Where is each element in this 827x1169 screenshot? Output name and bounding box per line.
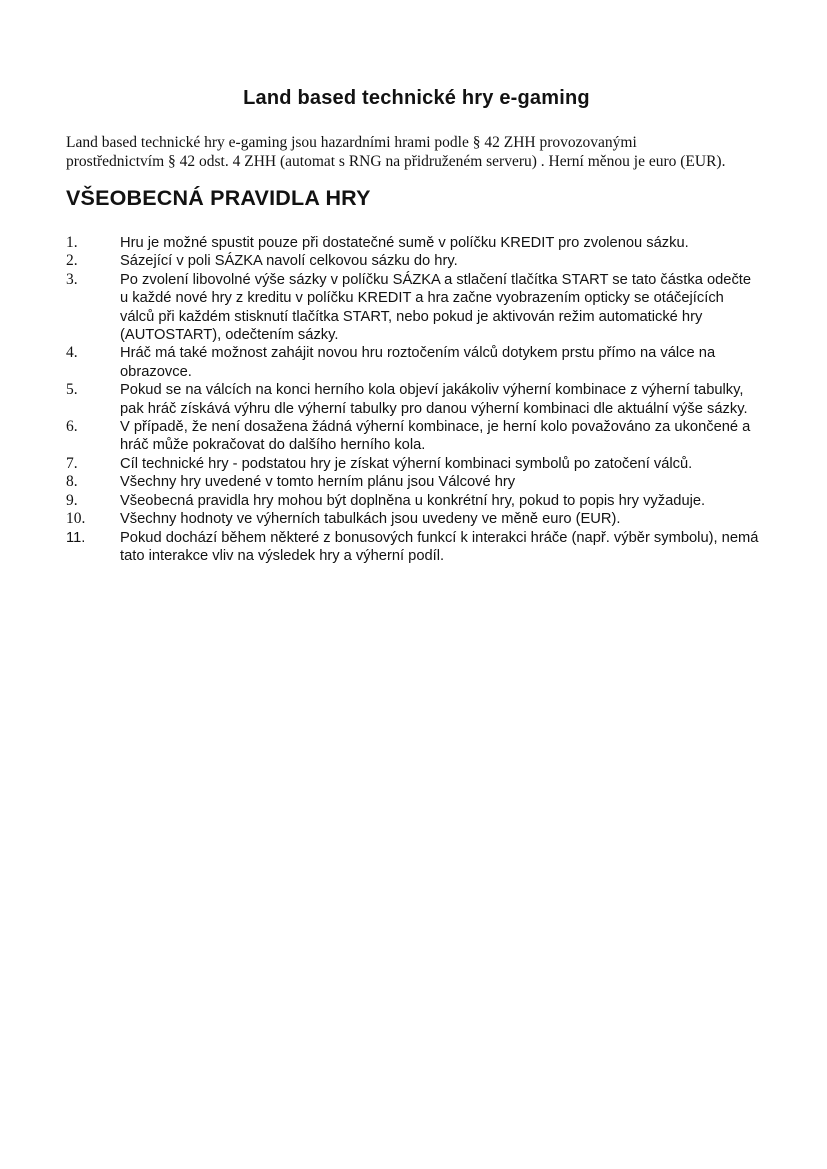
rule-item (66, 455, 767, 473)
rule-item (66, 252, 767, 270)
rule-text: Sázející v poli SÁZKA navolí celkovou sázku do hry. (120, 253, 458, 270)
rule-number: 3. (66, 270, 78, 288)
rule-item (66, 529, 767, 566)
rule-item (66, 344, 767, 381)
rule-text: Všechny hry uvedené v tomto herním plánu jsou Válcové hry (120, 474, 516, 491)
rule-number: 7. (66, 454, 78, 472)
rule-text: Cíl technické hry - podstatou hry je získat výherní kombinaci symbolů po zatočení válců. (120, 455, 693, 472)
rule-text: Hru je možné spustit pouze při dostatečné sumě v políčku KREDIT pro zvolenou sázku. (120, 235, 689, 251)
rule-item (66, 381, 767, 418)
rule-text: Pokud dochází během některé z bonusových funkcí k interakci hráče (např. výběr symbolu), nemá tato interakce vliv na výsledek hry a výherní podíl. (120, 529, 759, 564)
rule-text: Po zvolení libovolné výše sázky v políčku SÁZKA a stlačení tlačítka START se tato částka odečte u každé nové hry z kreditu v políčku KREDIT a hra začne vyobrazením opticky se otáčejících válců při každém stisknutí tlačítka START, nebo pokud je aktivován režim automatické hry (AUTOSTART), odečtením sázky. (120, 271, 752, 344)
section-heading: VŠEOBECNÁ PRAVIDLA HRY (66, 186, 371, 210)
rule-text: Všeobecná pravidla hry mohou být doplněna u konkrétní hry, pokud to popis hry vyžaduje. (120, 492, 706, 509)
rule-text: Pokud se na válcích na konci herního kola objeví jakákoliv výherní kombinace z výherní tabulky, pak hráč získává výhru dle výherní tabulky pro danou výherní kombinaci dle aktuální výše sázky. (120, 382, 748, 417)
rule-number: 1. (66, 234, 78, 251)
rule-item (66, 473, 767, 491)
rule-number: 2. (66, 252, 78, 270)
rule-number: 6. (66, 418, 78, 436)
rule-number: 8. (66, 473, 78, 491)
rule-item (66, 271, 767, 345)
rule-number: 5. (66, 381, 78, 399)
rule-text: V případě, že není dosažena žádná výherní kombinace, je herní kolo považováno za ukončené a hráč může pokračovat do dalšího herního kola. (120, 419, 751, 454)
rule-text: Všechny hodnoty ve výherních tabulkách jsou uvedeny ve měně euro (EUR). (120, 511, 621, 528)
rule-number: 10. (66, 510, 86, 528)
rule-item (66, 492, 767, 510)
rule-number: 4. (66, 344, 78, 362)
document-title: Land based technické hry e-gaming (243, 87, 590, 109)
rule-item (66, 234, 767, 252)
rule-text: Hráč má také možnost zahájit novou hru roztočením válců dotykem prstu přímo na válce na obrazovce. (120, 345, 716, 380)
rule-item (66, 510, 767, 528)
rules-list (66, 234, 767, 565)
rule-item (66, 418, 767, 455)
rule-number: 9. (66, 491, 78, 509)
rule-number: 11. (66, 529, 86, 546)
intro-paragraph: Land based technické hry e-gaming jsou hazardními hrami podle § 42 ZHH provozovanými prostřednictvím § 42 odst. 4 ZHH (automat s RNG na přidruženém serveru) . Herní měnou je euro (EUR). (66, 134, 726, 170)
